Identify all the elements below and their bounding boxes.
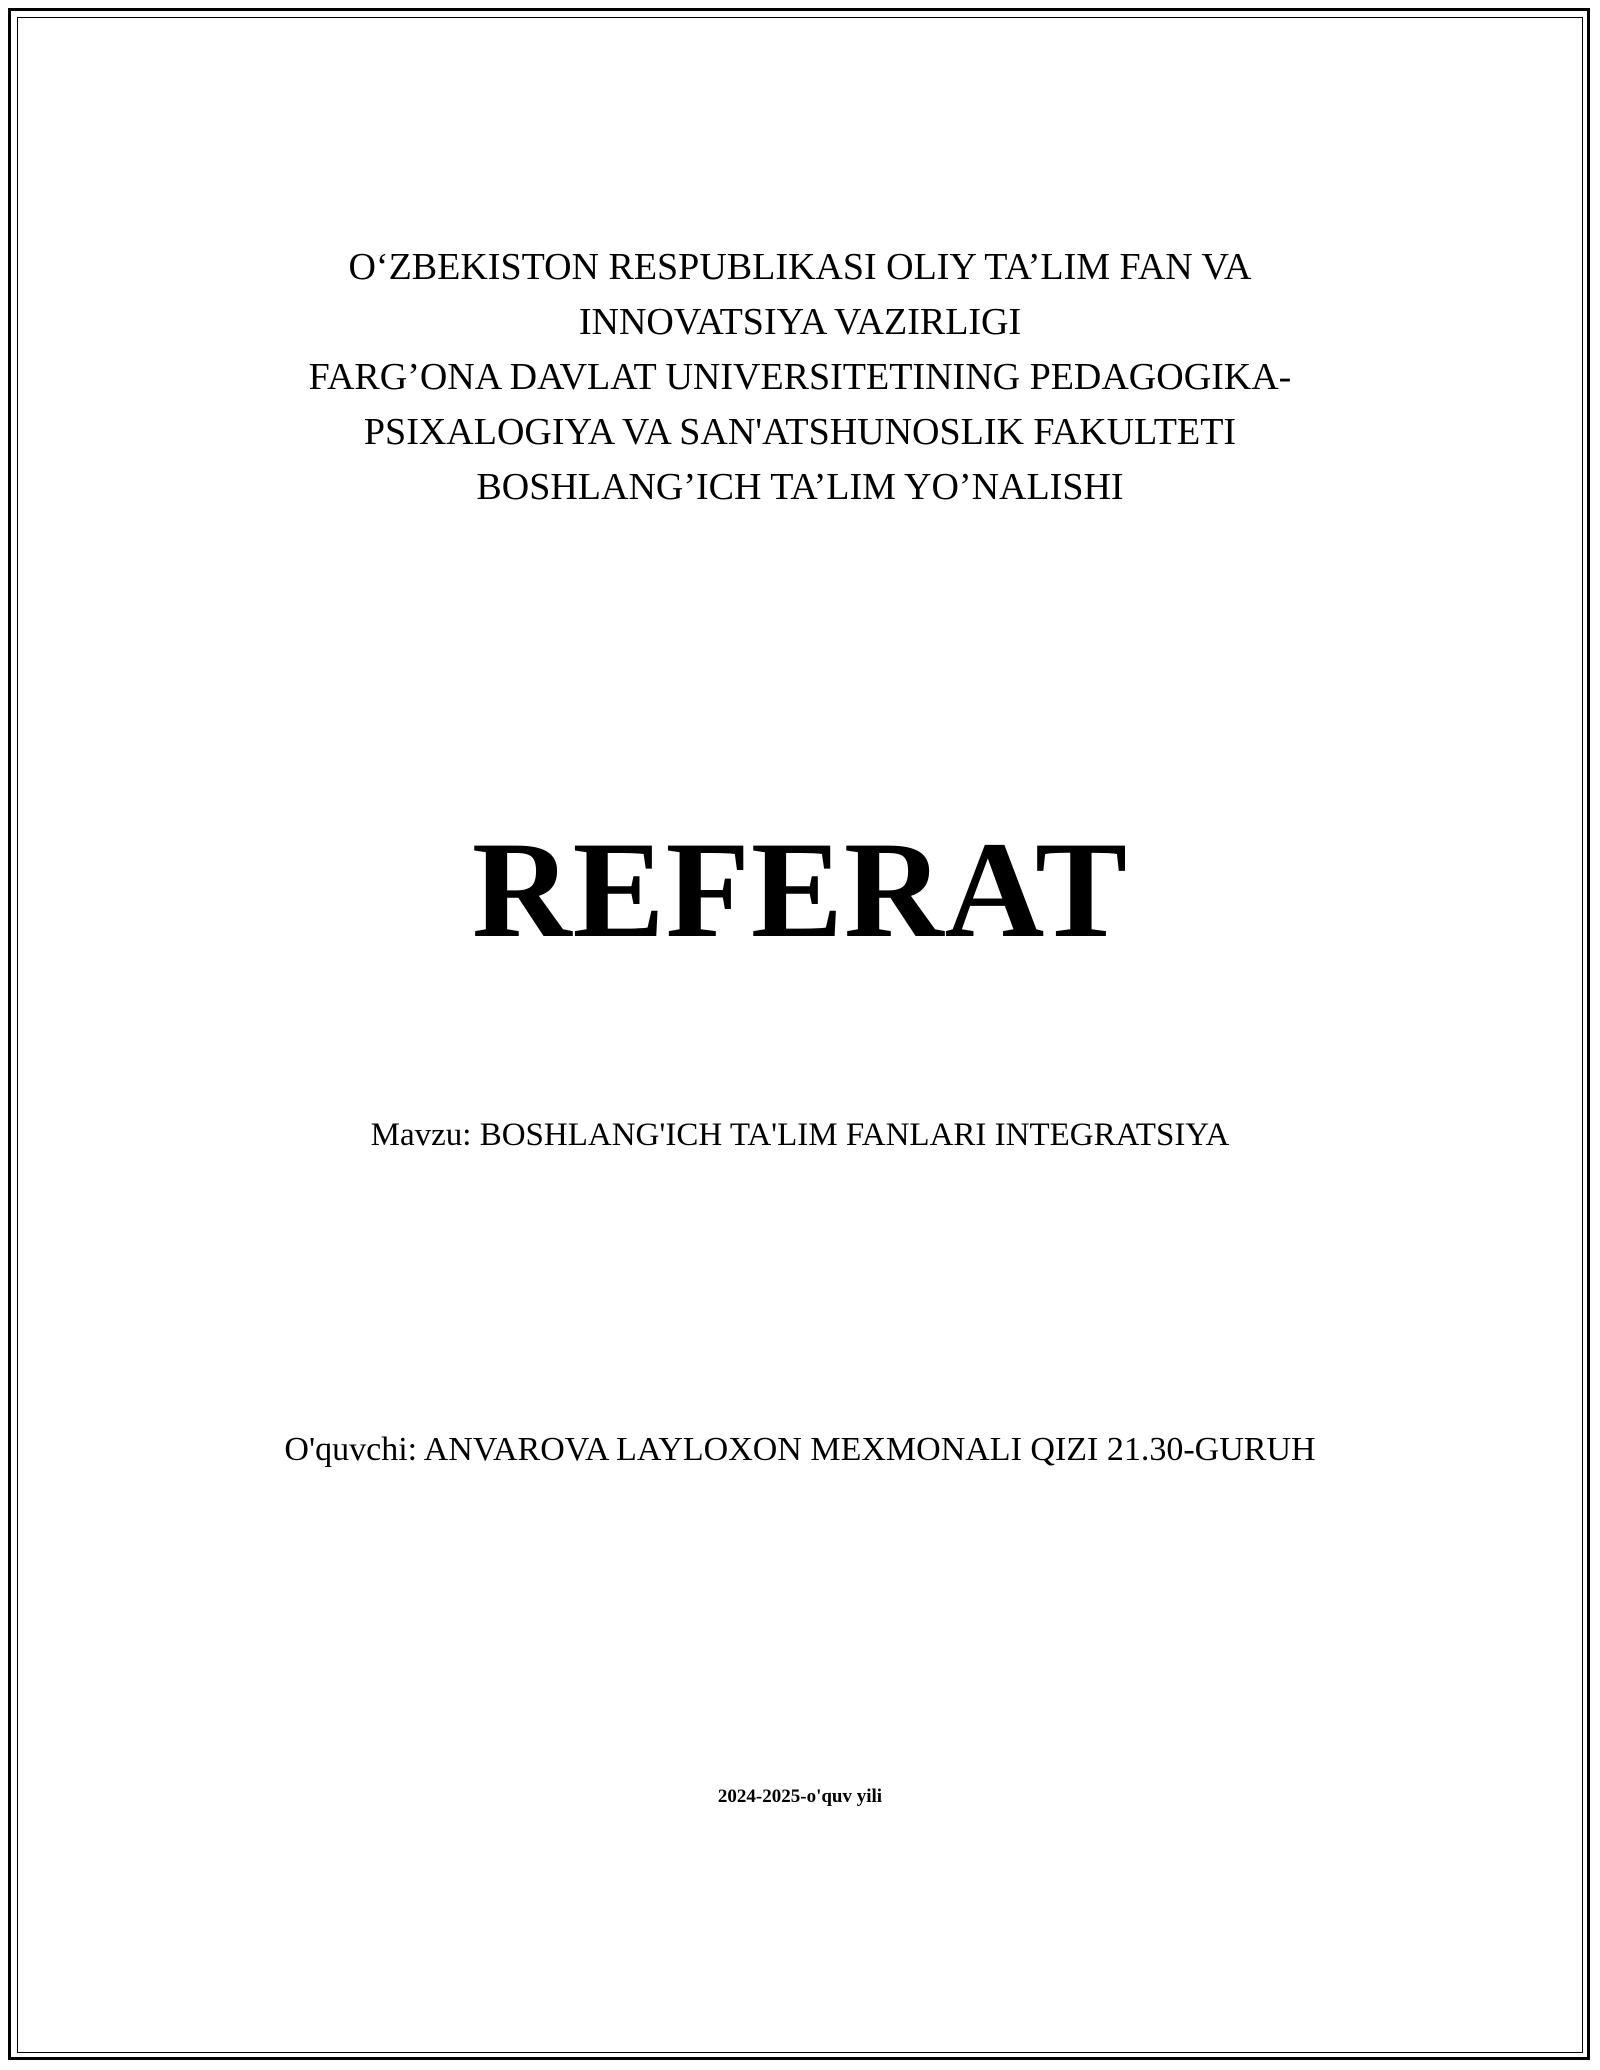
document-type-title: REFERAT (471, 813, 1129, 966)
topic-line: Mavzu: BOSHLANG'ICH TA'LIM FANLARI INTEGRATSIYA (370, 1117, 1230, 1153)
institution-header (0, 240, 1600, 515)
header-line-direction: BOSHLANG’ICH TA’LIM YO’NALISHI (476, 466, 1124, 508)
header-line-faculty: PSIXALOGIYA VA SAN'ATSHUNOSLIK FAKULTETI (363, 411, 1237, 453)
header-line-ministry-1: O‘ZBEKISTON RESPUBLIKASI OLIY TA’LIM FAN VA (348, 246, 1252, 288)
header-line-ministry-2: INNOVATSIYA VAZIRLIGI (578, 301, 1022, 343)
header-line-university-1: FARG’ONA DAVLAT UNIVERSITETINING PEDAGOGIKA- (308, 356, 1292, 398)
academic-year: 2024-2025-o'quv yili (717, 1786, 883, 1807)
student-line: O'quvchi: ANVAROVA LAYLOXON MEXMONALI QIZI 21.30-GURUH (284, 1431, 1316, 1468)
